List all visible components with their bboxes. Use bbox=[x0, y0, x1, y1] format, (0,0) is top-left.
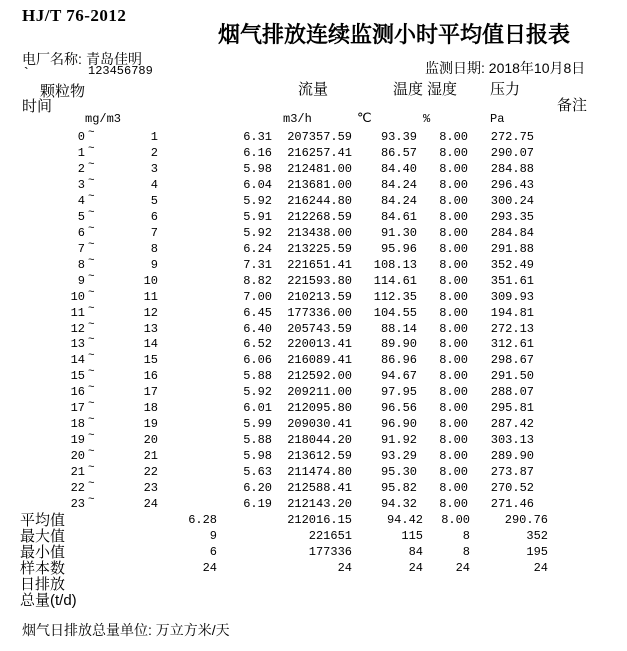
summary-pm-value: 9 bbox=[209, 529, 217, 543]
row-pressure-value: 272.75 bbox=[490, 130, 534, 144]
summary-humidity-value: 8 bbox=[462, 529, 470, 543]
report-title: 烟气排放连续监测小时平均值日报表 bbox=[218, 22, 571, 47]
tilde-separator: ~ bbox=[88, 222, 95, 235]
tilde-separator: ~ bbox=[88, 270, 95, 283]
row-start-hour: 13 bbox=[70, 337, 85, 352]
row-end-hour: 22 bbox=[143, 465, 158, 480]
row-humidity-value: 8.00 bbox=[439, 177, 468, 192]
row-pressure-value: 287.42 bbox=[490, 417, 534, 432]
row-pm-value: 5.98 bbox=[243, 161, 272, 176]
row-flow-value: 212268.59 bbox=[287, 209, 352, 224]
row-pm-value: 6.24 bbox=[243, 241, 272, 256]
row-temperature-value: 95.96 bbox=[380, 241, 417, 256]
row-start-hour: 23 bbox=[70, 497, 85, 512]
row-humidity-value: 8.00 bbox=[439, 130, 468, 144]
row-flow-value: 212481.00 bbox=[287, 161, 352, 176]
tilde-separator: ~ bbox=[88, 174, 95, 187]
summary-row-label: 日排放 bbox=[20, 575, 66, 593]
row-humidity-value: 8.00 bbox=[439, 273, 468, 288]
row-pm-value: 5.92 bbox=[243, 385, 272, 400]
row-start-hour: 7 bbox=[77, 241, 85, 256]
unit-temperature: ℃ bbox=[357, 110, 372, 125]
row-pressure-value: 273.87 bbox=[490, 465, 534, 480]
row-start-hour: 20 bbox=[70, 449, 85, 464]
summary-row bbox=[0, 545, 627, 561]
column-header-flow: 流量 bbox=[298, 81, 329, 98]
row-flow-value: 209030.41 bbox=[287, 417, 352, 432]
tilde-separator: ~ bbox=[88, 462, 95, 475]
row-start-hour: 15 bbox=[70, 369, 85, 384]
row-start-hour: 0 bbox=[77, 130, 85, 144]
summary-temperature-value: 84 bbox=[408, 544, 423, 559]
summary-flow-value: 221651 bbox=[308, 529, 352, 543]
tilde-separator: ~ bbox=[88, 238, 95, 251]
row-temperature-value: 91.30 bbox=[380, 225, 417, 240]
row-end-hour: 20 bbox=[143, 433, 158, 448]
row-pm-value: 6.01 bbox=[243, 401, 272, 416]
row-pressure-value: 298.67 bbox=[490, 353, 534, 368]
summary-pressure-value: 290.76 bbox=[504, 513, 548, 528]
row-temperature-value: 89.90 bbox=[380, 337, 417, 352]
tilde-separator: ~ bbox=[88, 190, 95, 203]
monitor-date-value: 2018年10月8日 bbox=[488, 60, 586, 76]
summary-temperature-value: 24 bbox=[408, 560, 423, 575]
row-end-hour: 18 bbox=[143, 401, 158, 416]
tilde-separator: ~ bbox=[88, 446, 95, 459]
table-row bbox=[0, 494, 627, 513]
row-flow-value: 216244.80 bbox=[287, 193, 352, 208]
row-start-hour: 6 bbox=[77, 225, 85, 240]
row-temperature-value: 96.90 bbox=[380, 417, 417, 432]
row-temperature-value: 112.35 bbox=[373, 289, 417, 304]
summary-humidity-value: 24 bbox=[455, 560, 470, 575]
row-end-hour: 19 bbox=[143, 417, 158, 432]
summary-pm-value: 6.28 bbox=[188, 513, 217, 528]
row-pressure-value: 271.46 bbox=[490, 497, 534, 512]
row-temperature-value: 94.32 bbox=[380, 497, 417, 512]
tilde-separator: ~ bbox=[88, 286, 95, 299]
row-pressure-value: 270.52 bbox=[490, 481, 534, 496]
row-temperature-value: 114.61 bbox=[373, 273, 417, 288]
summary-row-label: 最大值 bbox=[20, 528, 66, 545]
row-pm-value: 6.04 bbox=[243, 177, 272, 192]
row-temperature-value: 84.24 bbox=[380, 177, 417, 192]
row-end-hour: 3 bbox=[150, 161, 158, 176]
row-pm-value: 6.45 bbox=[243, 305, 272, 320]
row-pm-value: 6.20 bbox=[243, 481, 272, 496]
row-start-hour: 1 bbox=[77, 145, 85, 160]
row-end-hour: 2 bbox=[150, 145, 158, 160]
row-start-hour: 3 bbox=[77, 177, 85, 192]
row-pm-value: 5.91 bbox=[243, 209, 272, 224]
row-end-hour: 1 bbox=[150, 130, 158, 144]
tilde-separator: ~ bbox=[88, 382, 95, 395]
summary-flow-value: 24 bbox=[337, 560, 352, 575]
summary-row-label: 样本数 bbox=[20, 559, 66, 577]
row-pressure-value: 272.13 bbox=[490, 321, 534, 336]
row-pm-value: 6.19 bbox=[243, 497, 272, 512]
row-temperature-value: 95.82 bbox=[380, 481, 417, 496]
row-humidity-value: 8.00 bbox=[439, 225, 468, 240]
row-flow-value: 212095.80 bbox=[287, 401, 352, 416]
row-start-hour: 22 bbox=[70, 481, 85, 496]
row-pressure-value: 289.90 bbox=[490, 449, 534, 464]
row-flow-value: 205743.59 bbox=[287, 321, 352, 336]
unit-humidity: % bbox=[423, 112, 431, 126]
row-pressure-value: 303.13 bbox=[490, 433, 534, 448]
row-end-hour: 23 bbox=[143, 481, 158, 496]
tilde-separator: ~ bbox=[88, 494, 95, 507]
row-end-hour: 7 bbox=[150, 225, 158, 240]
row-temperature-value: 93.29 bbox=[380, 449, 417, 464]
row-humidity-value: 8.00 bbox=[439, 209, 468, 224]
row-flow-value: 220013.41 bbox=[287, 337, 352, 352]
row-pm-value: 8.82 bbox=[243, 273, 272, 288]
row-end-hour: 15 bbox=[143, 353, 158, 368]
row-pm-value: 5.88 bbox=[243, 433, 272, 448]
row-start-hour: 18 bbox=[70, 417, 85, 432]
row-humidity-value: 8.00 bbox=[439, 449, 468, 464]
summary-pm-value: 6 bbox=[209, 544, 217, 559]
tilde-separator: ~ bbox=[88, 254, 95, 267]
row-temperature-value: 88.14 bbox=[380, 321, 417, 336]
row-pressure-value: 309.93 bbox=[490, 289, 534, 304]
row-end-hour: 14 bbox=[143, 337, 158, 352]
summary-row bbox=[0, 593, 627, 609]
row-temperature-value: 97.95 bbox=[380, 385, 417, 400]
summary-flow-value: 177336 bbox=[308, 544, 352, 559]
row-pressure-value: 194.81 bbox=[490, 305, 534, 320]
row-flow-value: 213438.00 bbox=[287, 225, 352, 240]
tilde-separator: ~ bbox=[88, 158, 95, 171]
column-header-time: 时间 bbox=[22, 98, 53, 115]
summary-pressure-value: 195 bbox=[526, 544, 548, 559]
row-flow-value: 213681.00 bbox=[287, 177, 352, 192]
row-flow-value: 213612.59 bbox=[287, 449, 352, 464]
footer-unit-note: 烟气日排放总量单位: 万立方米/天 bbox=[22, 622, 230, 638]
row-flow-value: 218044.20 bbox=[287, 433, 352, 448]
summary-row-label: 平均值 bbox=[20, 512, 66, 530]
row-humidity-value: 8.00 bbox=[439, 465, 468, 480]
row-end-hour: 11 bbox=[143, 289, 158, 304]
row-end-hour: 8 bbox=[150, 241, 158, 256]
standard-code: HJ/T 76-2012 bbox=[22, 6, 127, 25]
row-end-hour: 21 bbox=[143, 449, 158, 464]
row-flow-value: 221651.41 bbox=[287, 257, 352, 272]
column-header-pm: 颗粒物 bbox=[40, 83, 86, 100]
row-pressure-value: 290.07 bbox=[490, 145, 534, 160]
row-pm-value: 6.52 bbox=[243, 337, 272, 352]
row-pressure-value: 288.07 bbox=[490, 385, 534, 400]
row-temperature-value: 91.92 bbox=[380, 433, 417, 448]
row-pm-value: 5.63 bbox=[243, 465, 272, 480]
tilde-separator: ~ bbox=[88, 127, 95, 139]
row-pressure-value: 312.61 bbox=[490, 337, 534, 352]
row-temperature-value: 108.13 bbox=[373, 257, 417, 272]
row-pressure-value: 284.84 bbox=[490, 225, 534, 240]
summary-humidity-value: 8 bbox=[462, 544, 470, 559]
row-humidity-value: 8.00 bbox=[439, 353, 468, 368]
tilde-separator: ~ bbox=[88, 142, 95, 155]
summary-humidity-value: 8.00 bbox=[441, 513, 470, 528]
summary-row bbox=[0, 577, 627, 593]
row-flow-value: 209211.00 bbox=[287, 385, 352, 400]
row-flow-value: 212592.00 bbox=[287, 369, 352, 384]
row-start-hour: 17 bbox=[70, 401, 85, 416]
tilde-separator: ~ bbox=[88, 398, 95, 411]
row-start-hour: 19 bbox=[70, 433, 85, 448]
row-flow-value: 213225.59 bbox=[287, 241, 352, 256]
row-temperature-value: 84.61 bbox=[380, 209, 417, 224]
monitor-date-label: 监测日期: bbox=[425, 60, 485, 76]
monitor-date-line bbox=[425, 60, 585, 76]
tilde-separator: ~ bbox=[88, 478, 95, 491]
row-start-hour: 10 bbox=[70, 289, 85, 304]
row-pm-value: 5.92 bbox=[243, 225, 272, 240]
row-temperature-value: 96.56 bbox=[380, 401, 417, 416]
row-pm-value: 6.40 bbox=[243, 321, 272, 336]
row-flow-value: 211474.80 bbox=[287, 465, 352, 480]
summary-pressure-value: 24 bbox=[533, 560, 548, 575]
tilde-separator: ~ bbox=[88, 206, 95, 219]
row-pressure-value: 300.24 bbox=[490, 193, 534, 208]
row-flow-value: 177336.00 bbox=[287, 305, 352, 320]
row-end-hour: 17 bbox=[143, 385, 158, 400]
row-pressure-value: 351.61 bbox=[490, 273, 534, 288]
column-header-temperature: 温度 bbox=[393, 81, 424, 98]
row-pressure-value: 291.50 bbox=[490, 369, 534, 384]
row-humidity-value: 8.00 bbox=[439, 193, 468, 208]
row-temperature-value: 93.39 bbox=[380, 130, 417, 144]
plant-name-value: 青岛佳明 bbox=[86, 51, 142, 67]
row-temperature-value: 84.40 bbox=[380, 161, 417, 176]
tilde-separator: ~ bbox=[88, 414, 95, 427]
row-flow-value: 221593.80 bbox=[287, 273, 352, 288]
summary-row bbox=[0, 561, 627, 577]
row-start-hour: 8 bbox=[77, 257, 85, 272]
row-temperature-value: 86.96 bbox=[380, 353, 417, 368]
row-end-hour: 16 bbox=[143, 369, 158, 384]
row-humidity-value: 8.00 bbox=[439, 305, 468, 320]
row-humidity-value: 8.00 bbox=[439, 433, 468, 448]
row-pressure-value: 352.49 bbox=[490, 257, 534, 272]
row-temperature-value: 104.55 bbox=[373, 305, 417, 320]
row-temperature-value: 84.24 bbox=[380, 193, 417, 208]
row-flow-value: 216257.41 bbox=[287, 145, 352, 160]
summary-row bbox=[0, 513, 627, 529]
column-header-pressure: 压力 bbox=[490, 81, 521, 98]
tilde-separator: ~ bbox=[88, 350, 95, 363]
tilde-separator: ~ bbox=[88, 334, 95, 347]
unit-flow: m3/h bbox=[283, 112, 312, 126]
row-start-hour: 2 bbox=[77, 161, 85, 176]
row-humidity-value: 8.00 bbox=[439, 481, 468, 496]
row-start-hour: 12 bbox=[70, 321, 85, 336]
tick-mark: ` bbox=[24, 64, 29, 80]
row-start-hour: 4 bbox=[77, 193, 85, 208]
row-pressure-value: 295.81 bbox=[490, 401, 534, 416]
row-humidity-value: 8.00 bbox=[439, 241, 468, 256]
summary-row-label: 总量(t/d) bbox=[20, 591, 77, 609]
column-header-humidity: 湿度 bbox=[427, 81, 458, 98]
row-pm-value: 7.00 bbox=[243, 289, 272, 304]
row-end-hour: 13 bbox=[143, 321, 158, 336]
row-start-hour: 21 bbox=[70, 465, 85, 480]
summary-pm-value: 24 bbox=[202, 560, 217, 575]
row-humidity-value: 8.00 bbox=[439, 497, 468, 512]
row-pressure-value: 291.88 bbox=[490, 241, 534, 256]
row-pm-value: 5.88 bbox=[243, 369, 272, 384]
row-end-hour: 4 bbox=[150, 177, 158, 192]
row-humidity-value: 8.00 bbox=[439, 337, 468, 352]
row-temperature-value: 94.67 bbox=[380, 369, 417, 384]
data-rows-container bbox=[0, 127, 627, 610]
row-end-hour: 6 bbox=[150, 209, 158, 224]
row-flow-value: 210213.59 bbox=[287, 289, 352, 304]
row-pm-value: 5.92 bbox=[243, 193, 272, 208]
row-end-hour: 10 bbox=[143, 273, 158, 288]
row-pressure-value: 293.35 bbox=[490, 209, 534, 224]
row-start-hour: 14 bbox=[70, 353, 85, 368]
row-humidity-value: 8.00 bbox=[439, 321, 468, 336]
row-start-hour: 16 bbox=[70, 385, 85, 400]
row-end-hour: 12 bbox=[143, 305, 158, 320]
row-flow-value: 207357.59 bbox=[287, 130, 352, 144]
row-flow-value: 212143.20 bbox=[287, 497, 352, 512]
row-start-hour: 9 bbox=[77, 273, 85, 288]
tilde-separator: ~ bbox=[88, 366, 95, 379]
summary-row bbox=[0, 529, 627, 545]
column-header-remark: 备注 bbox=[557, 97, 588, 114]
summary-temperature-value: 115 bbox=[401, 529, 423, 543]
row-pm-value: 7.31 bbox=[243, 257, 272, 272]
row-humidity-value: 8.00 bbox=[439, 401, 468, 416]
row-flow-value: 212588.41 bbox=[287, 481, 352, 496]
plant-name-label: 电厂名称: bbox=[22, 51, 82, 67]
summary-flow-value: 212016.15 bbox=[287, 513, 352, 528]
unit-pressure: Pa bbox=[490, 112, 505, 126]
row-humidity-value: 8.00 bbox=[439, 145, 468, 160]
row-pm-value: 6.31 bbox=[243, 130, 272, 144]
unit-pm: mg/m3 bbox=[85, 112, 122, 126]
plant-code: 123456789 bbox=[88, 64, 153, 78]
row-humidity-value: 8.00 bbox=[439, 257, 468, 272]
tilde-separator: ~ bbox=[88, 318, 95, 331]
summary-row-label: 最小值 bbox=[20, 543, 66, 561]
tilde-separator: ~ bbox=[88, 302, 95, 315]
summary-temperature-value: 94.42 bbox=[386, 513, 423, 528]
row-start-hour: 5 bbox=[77, 209, 85, 224]
row-pm-value: 6.16 bbox=[243, 145, 272, 160]
row-flow-value: 216089.41 bbox=[287, 353, 352, 368]
row-start-hour: 11 bbox=[70, 305, 85, 320]
row-temperature-value: 86.57 bbox=[380, 145, 417, 160]
row-pm-value: 5.99 bbox=[243, 417, 272, 432]
summary-pressure-value: 352 bbox=[526, 529, 548, 543]
row-temperature-value: 95.30 bbox=[380, 465, 417, 480]
row-pressure-value: 296.43 bbox=[490, 177, 534, 192]
row-humidity-value: 8.00 bbox=[439, 385, 468, 400]
row-humidity-value: 8.00 bbox=[439, 369, 468, 384]
row-end-hour: 5 bbox=[150, 193, 158, 208]
tilde-separator: ~ bbox=[88, 430, 95, 443]
row-humidity-value: 8.00 bbox=[439, 289, 468, 304]
row-end-hour: 9 bbox=[150, 257, 158, 272]
row-humidity-value: 8.00 bbox=[439, 161, 468, 176]
row-pressure-value: 284.88 bbox=[490, 161, 534, 176]
row-pm-value: 5.98 bbox=[243, 449, 272, 464]
row-pm-value: 6.06 bbox=[243, 353, 272, 368]
row-humidity-value: 8.00 bbox=[439, 417, 468, 432]
row-end-hour: 24 bbox=[143, 497, 158, 512]
